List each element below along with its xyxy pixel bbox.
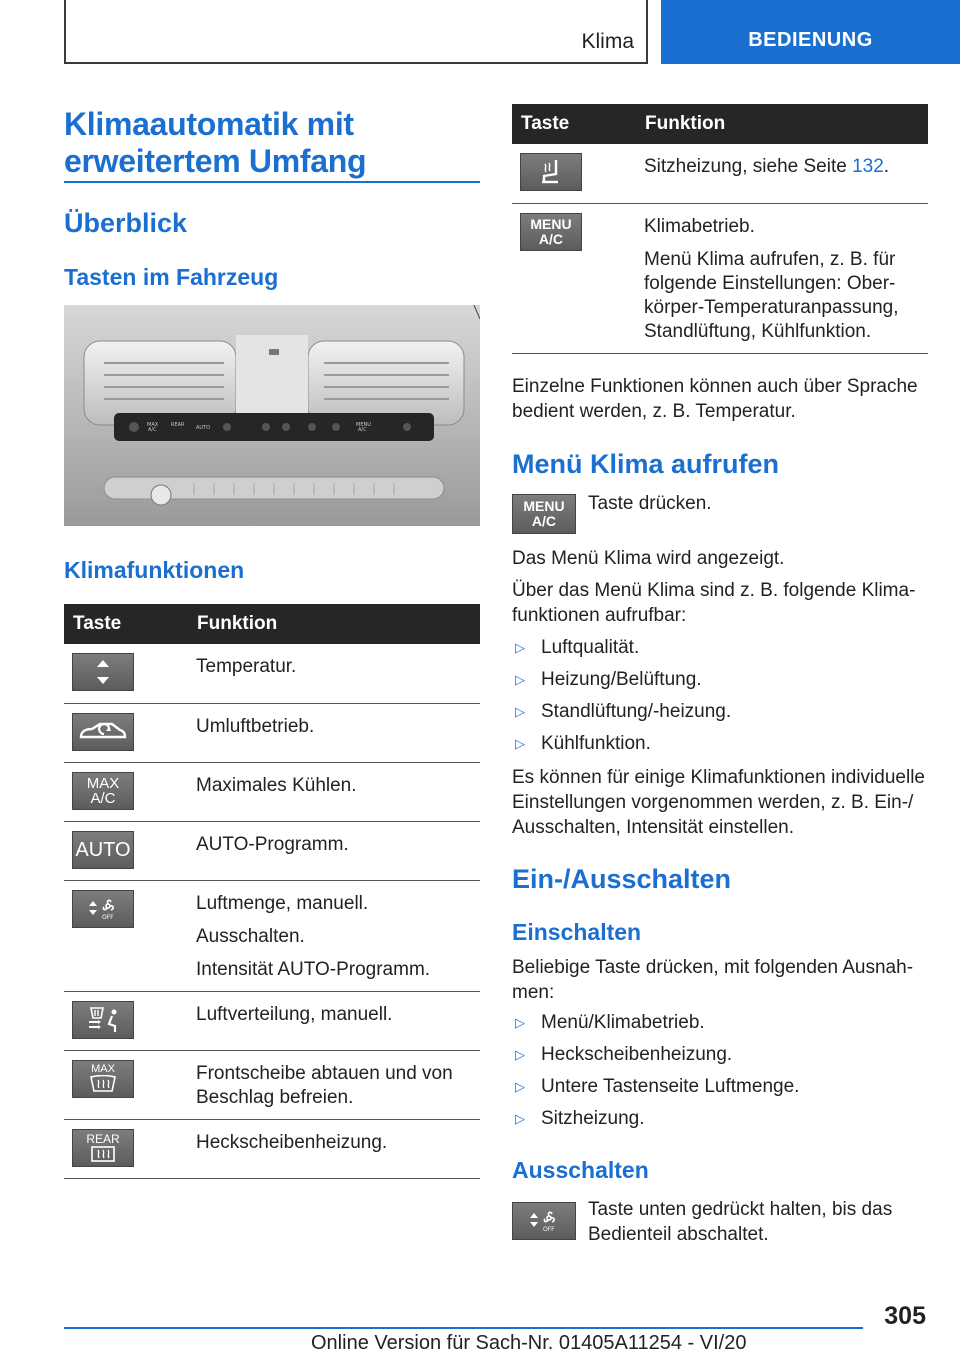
function-text: Temperatur. [196,656,297,677]
menu-paragraph-1: Das Menü Klima wird angezeigt. [512,548,785,569]
page-number: 305 [884,1302,926,1330]
menu-ac-key-icon: MENU A/C [512,494,576,534]
list-item: ▷ Standlüftung/-heizung. [515,701,732,722]
rear-defrost-icon: REAR [72,1129,134,1167]
klimafunktionen-table [64,604,480,1179]
menu-heading: Menü Klima aufrufen [512,449,780,479]
list-item: ▷ Kühlfunktion. [515,733,651,754]
on-text: Beliebige Taste drücken, mit folgenden Ausnah-men: [512,957,914,1003]
svg-text:A/C: A/C [358,427,367,433]
svg-text:MENU: MENU [356,422,371,428]
off-subheading: Ausschalten [512,1157,649,1183]
temperature-arrows-icon [72,653,134,691]
function-text: Intensität AUTO-Programm. [196,958,431,980]
table-row [512,203,928,353]
col-header-taste: Taste [64,604,188,644]
auto-icon: AUTO [72,831,134,869]
table-row [512,144,928,203]
col-header-funktion: Funktion [188,604,480,644]
overview-heading: Überblick [64,208,188,238]
table-row [64,880,480,991]
onoff-heading: Ein-/Ausschalten [512,864,732,894]
footer-text: Online Version für Sach-Nr. 01405A11254 - VI/20 [311,1332,747,1354]
svg-text:OFF: OFF [543,1226,555,1232]
table-row [64,703,480,762]
right-functions-table [512,104,928,354]
list-item: ▷ Sitzheizung. [515,1108,645,1129]
svg-text:REAR: REAR [171,422,185,428]
col-header-funktion: Funktion [636,104,928,144]
fan-off-icon [72,890,134,928]
function-text: Heckscheibenheizung. [196,1131,388,1153]
recirculation-car-icon [72,713,134,751]
function-text: Umluftbetrieb. [196,715,315,737]
table-row [64,1119,480,1178]
max-ac-icon: MAX A/C [72,772,134,810]
header-chapter-tab[interactable]: BEDIENUNG [661,0,960,64]
svg-text:OFF: OFF [102,913,114,920]
on-exception-list [512,1007,922,1135]
header-frame [64,0,648,64]
function-text: Maximales Kühlen. [196,774,357,796]
function-text: Sitzheizung, siehe Seite 132. [644,156,890,177]
fan-off-key-icon [512,1202,576,1240]
svg-text:MAX: MAX [147,422,159,428]
off-text: Taste unten gedrückt halten, bis das Bedienteil abschaltet. [588,1199,893,1245]
svg-text:AUTO: AUTO [196,425,211,431]
function-text: Luftverteilung, manuell. [196,1003,393,1025]
list-item: ▷ Heckscheibenheizung. [515,1044,733,1065]
header-section-label: Klima [581,30,634,53]
list-item: ▷ Menü/Klimabetrieb. [515,1012,705,1033]
col-header-taste: Taste [512,104,636,144]
function-text: Klimabetrieb. [644,215,755,237]
table-row [64,821,480,880]
table-row [64,762,480,821]
table-row [64,1050,480,1119]
table-row [64,991,480,1050]
list-item: ▷ Heizung/Belüftung. [515,669,702,690]
function-text: AUTO-Programm. [196,833,349,855]
function-text: Frontscheibe abtauen und von Beschlag befreien. [196,1062,453,1108]
list-item: ▷ Untere Tastenseite Luftmenge. [515,1076,800,1097]
klimafunktionen-heading: Klimafunktionen [64,557,245,583]
on-subheading: Einschalten [512,919,642,945]
svg-text:A/C: A/C [148,427,157,433]
title-rule [64,181,480,183]
seat-heating-icon [520,153,582,191]
keys-subheading: Tasten im Fahrzeug [64,264,279,290]
menu-function-list [512,632,922,760]
page-link-132[interactable]: 132 [852,156,884,177]
function-text: Ausschalten. [196,925,305,947]
menu-instruction: Taste drücken. [588,493,712,514]
table-row [64,644,480,703]
air-distribution-icon [72,1001,134,1039]
menu-paragraph-3: Es können für einige Klimafunktionen individuelle Einstellungen vorgenommen werden, z. B. Ein-/ Ausschalten, Intensität einstellen. [512,767,925,838]
dashboard-photo [64,305,480,526]
menu-paragraph-2: Über das Menü Klima sind z. B. folgende Klima-funktionen aufrufbar: [512,580,916,626]
menu-ac-icon: MENU A/C [520,213,582,251]
voice-note: Einzelne Funktionen können auch über Sprache bedient werden, z. B. Temperatur. [512,376,918,422]
function-text: Menü Klima aufrufen, z. B. für folgende Einstellungen: Ober-körper-Temperaturanpassung, Standlüftung, Kühlfunktion. [644,248,899,342]
footer-rule [64,1327,863,1329]
page-title: Klimaautomatik mit erweitertem Umfang [64,106,367,179]
function-text: Luftmenge, manuell. [196,892,369,914]
list-item: ▷ Luftqualität. [515,637,640,658]
max-defrost-icon: MAX [72,1060,134,1098]
